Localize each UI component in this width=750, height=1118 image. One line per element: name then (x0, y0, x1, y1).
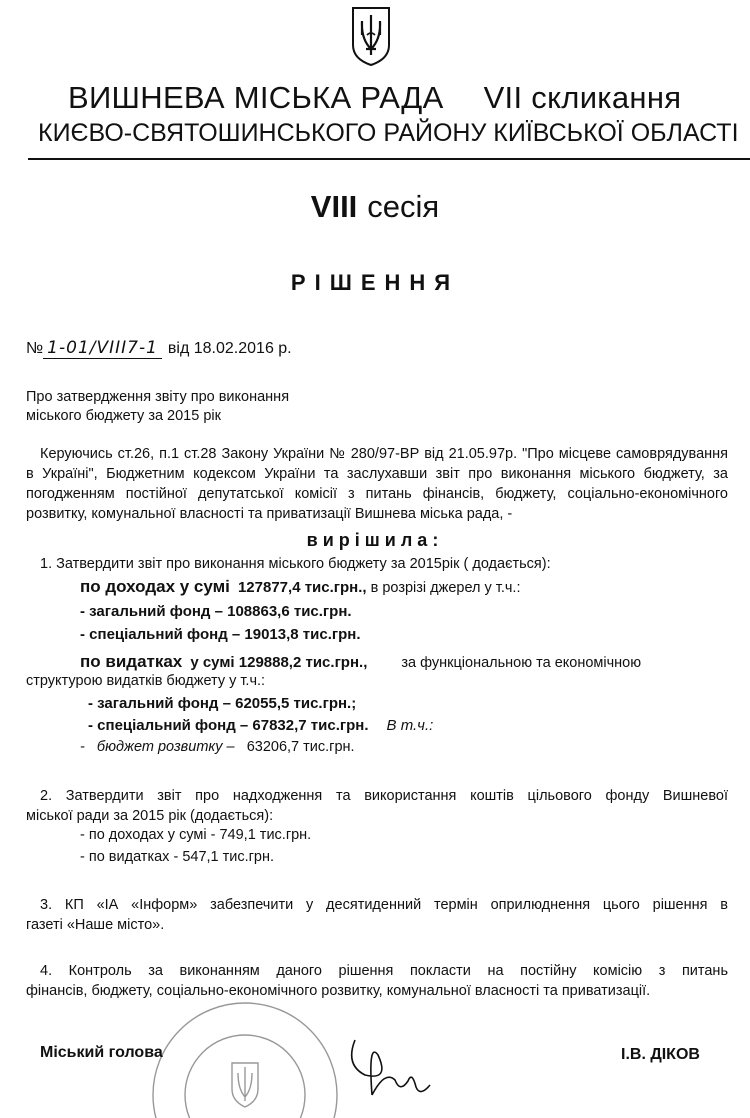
income-label: по доходах у сумі (80, 577, 230, 596)
item-4-line-2: фінансів, бюджету, соціально-економічного розвитку, комунальної власності та приватизації. (26, 983, 651, 999)
mayor-name: І.В. ДІКОВ (621, 1046, 700, 1063)
income-amount: 127877,4 тис.грн., (237, 579, 367, 596)
handwritten-signature (352, 1040, 430, 1095)
income-line (80, 577, 520, 597)
income-general-fund: - загальний фонд – 108863,6 тис.грн. (80, 603, 352, 620)
header-divider (28, 158, 750, 160)
session-heading (0, 189, 750, 225)
preamble (26, 444, 728, 524)
decision-date: від 18.02.2016 р. (167, 340, 292, 357)
expense-special-text: - спеціальний фонд – 67832,7 тис.грн. (88, 717, 369, 734)
item-3 (26, 895, 728, 935)
item-2 (26, 786, 728, 826)
council-title: ВИШНЕВА МІСЬКА РАДА (68, 80, 444, 115)
resolution-heading: вирішила: (306, 530, 444, 550)
convocation: VII скликання (483, 80, 682, 115)
item-4-line-1: 4. Контроль за виконанням даного рішення покласти на постійну комісію з питань (40, 963, 728, 979)
development-amount: 63206,7 тис.грн. (246, 739, 355, 755)
item-3-line-2: газеті «Наше місто». (26, 917, 165, 933)
item-2-line-2: міської ради за 2015 рік (додається): (26, 808, 274, 824)
expense-structure-line: структурою видатків бюджету у т.ч.: (26, 673, 266, 689)
income-breakdown-note: в розрізі джерел у т.ч.: (370, 580, 521, 596)
decision-subject (26, 388, 289, 426)
decision-number-line (26, 338, 292, 359)
expense-including: В т.ч.: (386, 717, 434, 734)
expense-special-fund (88, 717, 433, 734)
expense-breakdown-note: за функціональною та економічною (401, 655, 642, 671)
district-name: КИЄВО-СВЯТОШИНСЬКОГО РАЙОНУ КИЇВСЬКОЇ ОБЛАСТІ (38, 119, 739, 147)
income-special-fund: - спеціальний фонд – 19013,8 тис.грн. (80, 626, 361, 643)
preamble-line-3: погодженням постійної депутатської комісії з питань фінансів, бюджету, соціально-економічного (26, 486, 728, 502)
expense-label: по видатках (80, 652, 183, 671)
expense-amount: у сумі 129888,2 тис.грн., (190, 654, 368, 671)
number-prefix: № (26, 340, 44, 357)
preamble-line-2: в Україні", Бюджетним кодексом України та заслухавши звіт про виконання міського бюджету, за (26, 466, 728, 482)
item-1-text: 1. Затвердити звіт про виконання міського бюджету за 2015рік ( додається): (40, 556, 551, 572)
session-word: сесія (367, 189, 440, 224)
preamble-line-4: розвитку, комунальної власності та приватизації Вишнева міська рада, - (26, 506, 513, 522)
expense-line (80, 652, 641, 672)
council-name (68, 80, 681, 116)
expense-general-fund: - загальний фонд – 62055,5 тис.грн.; (88, 695, 357, 712)
item-2-expense: - по видатках - 547,1 тис.грн. (80, 849, 275, 865)
session-number: VIII (310, 189, 358, 224)
item-3-line-1: 3. КП «ІА «Інформ» забезпечити у десятиденний термін оприлюднення цього рішення в (40, 897, 728, 913)
development-budget: - бюджет розвитку – 63206,7 тис.грн. (80, 739, 355, 755)
subject-line-1: Про затвердження звіту про виконання (26, 389, 290, 405)
item-2-line-1: 2. Затвердити звіт про надходження та використання коштів цільового фонду Вишневої (40, 788, 728, 804)
official-seal (153, 1003, 337, 1118)
item-2-income: - по доходах у сумі - 749,1 тис.грн. (80, 827, 312, 843)
development-label: бюджет розвитку – (96, 739, 235, 755)
document-type: РІШЕННЯ (290, 270, 460, 295)
coat-of-arms-icon (350, 5, 392, 67)
mayor-title: Міський голова (40, 1044, 163, 1061)
preamble-line-1: Керуючись ст.26, п.1 ст.28 Закону України № 280/97-ВР від 21.05.97р. "Про місцеве самоврядування (40, 446, 728, 462)
stamp-and-signature-area (150, 985, 450, 1118)
handwritten-decision-number: 1-01/VIII7-1 (43, 338, 162, 359)
subject-line-2: міського бюджету за 2015 рік (26, 408, 221, 424)
